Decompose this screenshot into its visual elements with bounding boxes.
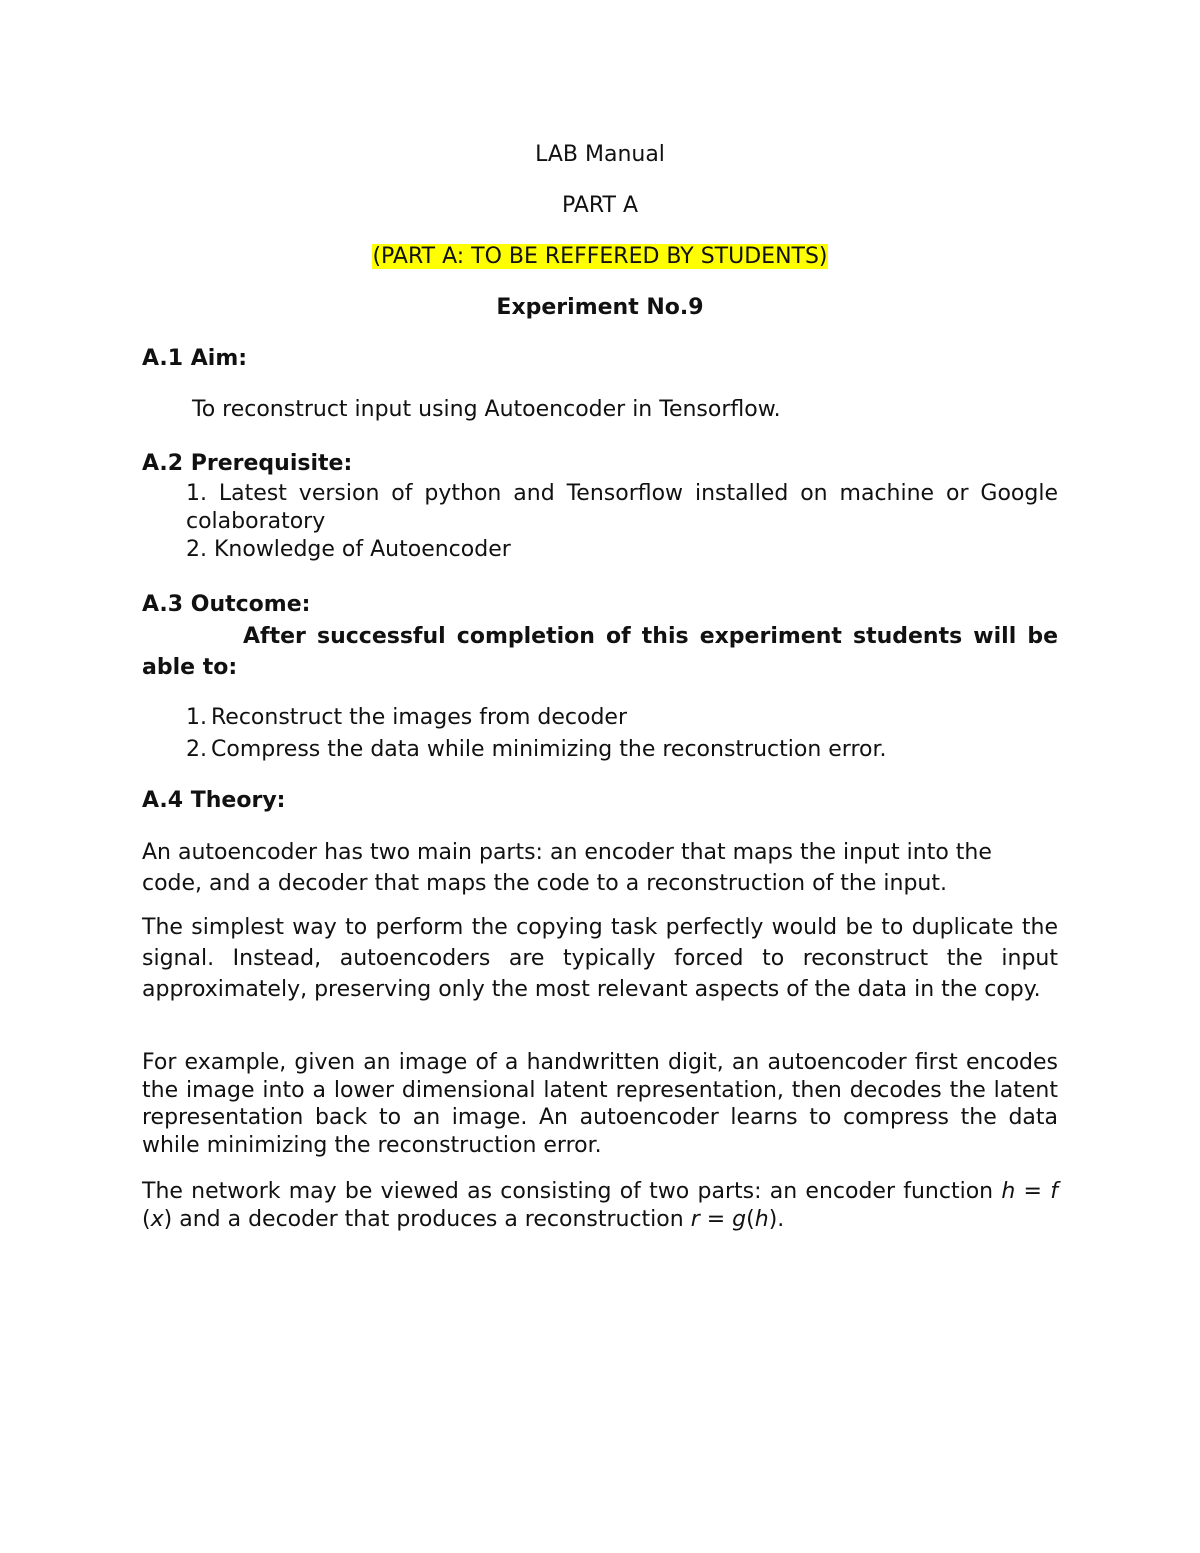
math-f: f — [1050, 1179, 1058, 1204]
math-g: g — [732, 1207, 747, 1232]
outcome-item-number: 2. — [186, 737, 207, 762]
experiment-number: Experiment No.9 — [496, 295, 704, 320]
document-title: LAB Manual — [535, 142, 665, 167]
part-note — [0, 243, 1200, 271]
outcome-item-text: Reconstruct the images from decoder — [211, 705, 627, 730]
outcome-item-1 — [186, 704, 627, 732]
outcome-intro: After successful completion of this experiment students will be able to: — [142, 624, 1058, 680]
outcome-item-2 — [186, 736, 887, 764]
prerequisite-item-2: 2. Knowledge of Autoencoder — [186, 537, 511, 562]
aim-heading: A.1 Aim: — [142, 346, 248, 371]
math-h-arg: h — [754, 1207, 769, 1232]
outcome-item-text: Compress the data while minimizing the reconstruction error. — [211, 737, 887, 762]
theory-paragraph-3: For example, given an image of a handwritten digit, an autoencoder first encodes the image into a lower dimensional latent representation, then decodes the latent representation back to an image. An autoencoder learns to compress the data while minimizing the reconstruction error. — [142, 1050, 1058, 1158]
outcome-item-number: 1. — [186, 705, 207, 730]
highlighted-note: (PART A: TO BE REFFERED BY STUDENTS) — [372, 244, 828, 269]
theory-paragraph-4: The network may be viewed as consisting of two parts: an encoder function h = f (x) and a decoder that produces a reconstruction r = g(h). — [142, 1179, 1058, 1232]
math-h: h — [1001, 1179, 1016, 1204]
prerequisite-heading: A.2 Prerequisite: — [142, 451, 353, 476]
theory-heading: A.4 Theory: — [142, 788, 286, 813]
prerequisite-item-1: 1. Latest version of python and Tensorflow installed on machine or Google colaboratory — [186, 481, 1058, 534]
theory-paragraph-2: The simplest way to perform the copying task perfectly would be to duplicate the signal. Instead, autoencoders are typically forced to reconstruct the input approximately, preserving only the most relevant aspects of the data in the copy. — [142, 915, 1058, 1002]
math-x: x — [150, 1207, 164, 1232]
theory-paragraph-1: An autoencoder has two main parts: an encoder that maps the input into the code, and a decoder that maps the code to a reconstruction of the input. — [142, 840, 992, 896]
outcome-heading: A.3 Outcome: — [142, 592, 311, 617]
aim-text: To reconstruct input using Autoencoder in Tensorflow. — [192, 397, 781, 422]
math-r: r — [690, 1207, 700, 1232]
part-label: PART A — [561, 193, 639, 218]
